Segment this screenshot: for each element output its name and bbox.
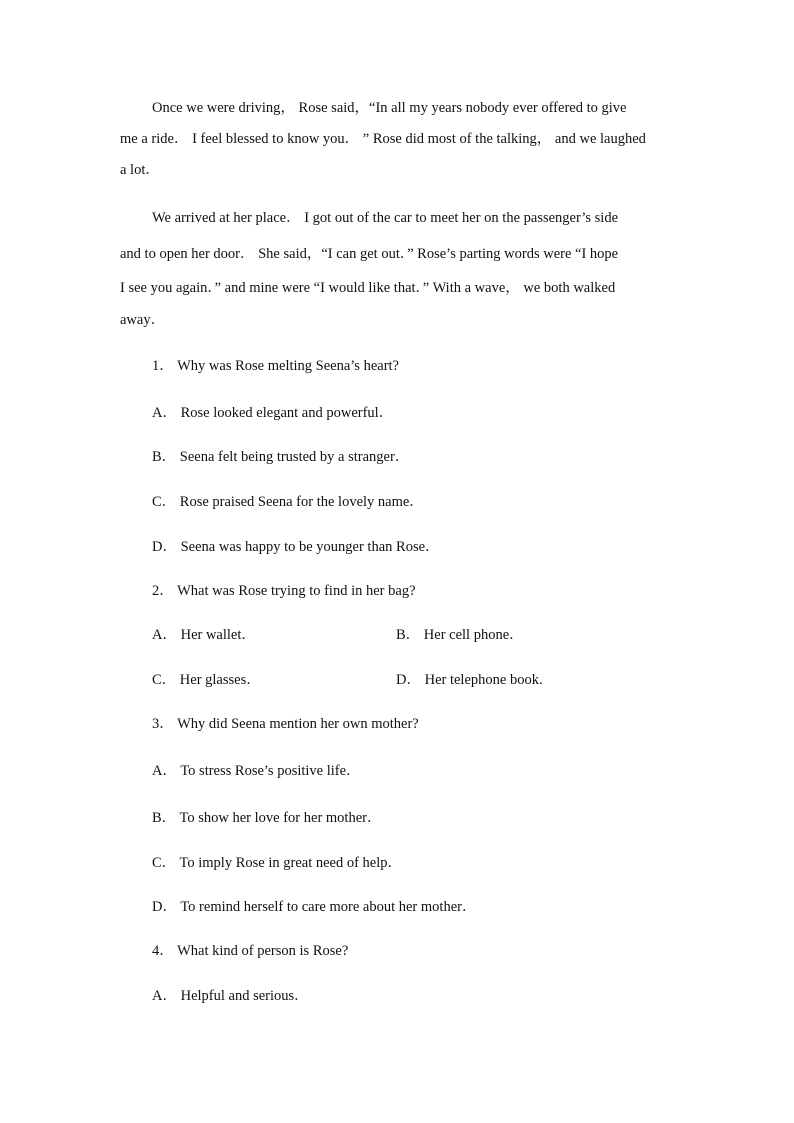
question-3-option-c: C． To imply Rose in great need of help． [152, 855, 403, 871]
question-3-option-b: B． To show her love for her mother． [152, 810, 382, 826]
passage-p2-line1: We arrived at her place． I got out of the car to meet her on the passenger’s side [152, 210, 619, 226]
question-1-stem: 1． Why was Rose melting Seena’s heart? [152, 358, 399, 374]
question-1-option-b: B． Seena felt being trusted by a stranger． [152, 449, 410, 465]
question-2-option-c: C． Her glasses． [152, 672, 261, 688]
passage-p1-line3: a lot． [120, 162, 160, 178]
passage-p1-line1: Once we were driving， Rose said，“In all my years nobody ever offered to give [152, 100, 627, 116]
question-2-option-b: B． Her cell phone． [396, 627, 524, 643]
question-3-stem: 3． Why did Seena mention her own mother? [152, 716, 419, 732]
question-2-option-d: D． Her telephone book. [396, 672, 543, 688]
question-2-option-a: A． Her wallet． [152, 627, 256, 643]
passage-p1-line2: me a ride． I feel blessed to know you． ” Rose did most of the talking， and we laughed [120, 131, 646, 147]
passage-p2-line3: I see you again．” and mine were “I would like that．” With a wave， we both walked [120, 280, 616, 296]
question-4-stem: 4． What kind of person is Rose? [152, 943, 349, 959]
question-3-option-d: D． To remind herself to care more about her mother． [152, 899, 477, 915]
question-1-option-a: A． Rose looked elegant and powerful． [152, 405, 394, 421]
question-4-option-a: A． Helpful and serious． [152, 988, 309, 1004]
question-1-option-c: C． Rose praised Seena for the lovely name． [152, 494, 424, 510]
passage-p2-line4: away． [120, 312, 166, 328]
question-2-stem: 2． What was Rose trying to find in her bag? [152, 583, 416, 599]
question-1-option-d: D． Seena was happy to be younger than Rose． [152, 539, 440, 555]
question-3-option-a: A． To stress Rose’s positive life． [152, 763, 361, 779]
passage-p2-line2: and to open her door． She said，“I can get out．” Rose’s parting words were “I hope [120, 246, 619, 262]
